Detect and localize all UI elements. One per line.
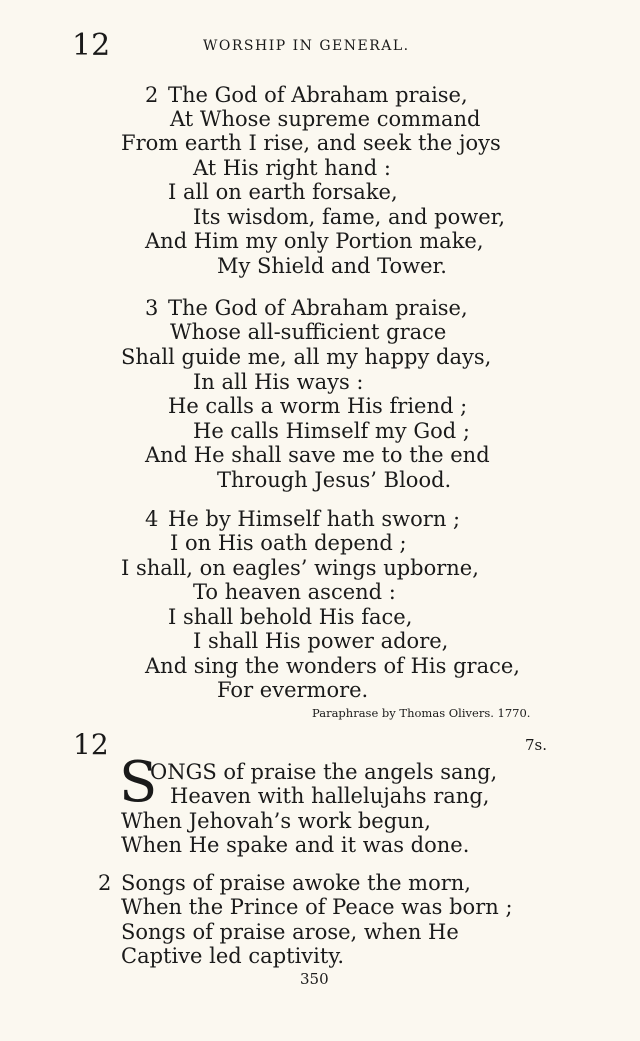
verse-line: And sing the wonders of His grace,	[145, 654, 520, 678]
verse-line: I shall, on eagles’ wings upborne,	[121, 556, 479, 580]
verse-line: Songs of praise arose, when He	[121, 920, 459, 944]
page-number: 12	[72, 28, 111, 63]
verse-line: I all on earth forsake,	[168, 180, 398, 204]
verse-line: Its wisdom, fame, and power,	[193, 205, 506, 229]
drop-cap: S	[119, 750, 158, 815]
verse-line: Through Jesus’ Blood.	[217, 468, 452, 492]
verse-line: My Shield and Tower.	[217, 254, 447, 278]
verse-line: He by Himself hath sworn ;	[168, 507, 461, 531]
verse-line: The God of Abraham praise,	[168, 83, 468, 107]
verse-line: And He shall save me to the end	[145, 443, 490, 467]
verse-line: For evermore.	[217, 678, 369, 702]
verse-line: Shall guide me, all my happy days,	[121, 345, 492, 369]
verse-line: In all His ways :	[193, 370, 364, 394]
stanza-number: 2	[145, 83, 159, 107]
verse-line: I shall behold His face,	[168, 605, 413, 629]
stanza-number: 4	[145, 507, 159, 531]
verse-line: I on His oath depend ;	[170, 531, 407, 555]
verse-line: I shall His power adore,	[193, 629, 449, 653]
verse-line: He calls Himself my God ;	[193, 419, 470, 443]
verse-line: When Jehovah’s work begun,	[121, 809, 431, 833]
verse-line: Heaven with hallelujahs rang,	[170, 784, 490, 808]
verse-line: At Whose supreme command	[170, 107, 481, 131]
verse-line: Whose all-sufficient grace	[170, 320, 447, 344]
verse-line: Songs of praise awoke the morn,	[121, 871, 471, 895]
verse-line: To heaven ascend :	[193, 580, 396, 604]
meter: 7s.	[525, 736, 548, 754]
verse-line: He calls a worm His friend ;	[168, 394, 468, 418]
stanza-number: 2	[98, 871, 112, 895]
attribution: Paraphrase by Thomas Olivers. 1770.	[312, 706, 531, 720]
verse-line: When He spake and it was done.	[121, 833, 470, 857]
stanza-number: 3	[145, 296, 159, 320]
verse-line: ONGS of praise the angels sang,	[150, 760, 498, 784]
verse-line: At His right hand :	[193, 156, 391, 180]
hymn-number: 12	[73, 728, 109, 761]
running-title: WORSHIP IN GENERAL.	[203, 38, 410, 54]
verse-line: From earth I rise, and seek the joys	[121, 131, 501, 155]
verse-line: When the Prince of Peace was born ;	[121, 895, 513, 919]
verse-line: Captive led captivity.	[121, 944, 345, 968]
verse-line: And Him my only Portion make,	[145, 229, 484, 253]
verse-line: The God of Abraham praise,	[168, 296, 468, 320]
folio: 350	[300, 970, 329, 988]
